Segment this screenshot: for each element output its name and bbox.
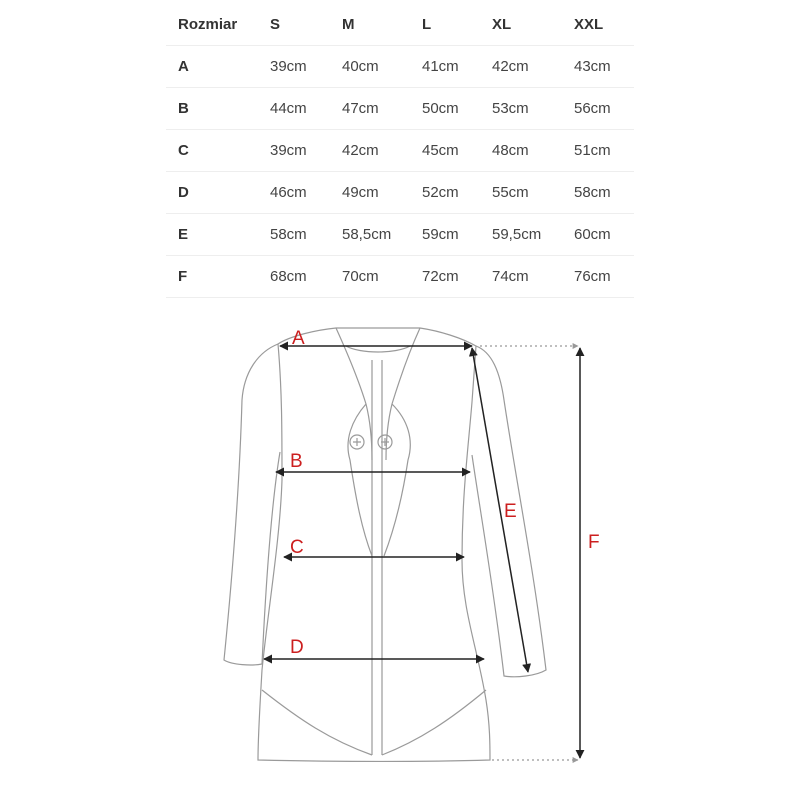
left-lapel-curve bbox=[348, 404, 372, 556]
table-cell: 58,5cm bbox=[330, 214, 410, 256]
table-cell: 59,5cm bbox=[480, 214, 562, 256]
table-cell: 48cm bbox=[480, 130, 562, 172]
measure-f-label: F bbox=[588, 532, 600, 553]
table-cell: 53cm bbox=[480, 88, 562, 130]
size-table bbox=[166, 4, 634, 298]
table-cell: 39cm bbox=[258, 130, 330, 172]
jacket-measurement-diagram bbox=[0, 300, 800, 780]
button-left-icon bbox=[350, 435, 364, 449]
measure-c-label: C bbox=[290, 537, 304, 558]
table-cell: 55cm bbox=[480, 172, 562, 214]
table-cell: 50cm bbox=[410, 88, 480, 130]
jacket-outline bbox=[224, 328, 546, 762]
measure-a-label: A bbox=[292, 328, 305, 349]
measure-e-label: E bbox=[504, 501, 517, 522]
table-row bbox=[166, 172, 634, 214]
row-label: C bbox=[166, 130, 258, 172]
table-cell: 45cm bbox=[410, 130, 480, 172]
table-cell: 46cm bbox=[258, 172, 330, 214]
table-cell: 58cm bbox=[258, 214, 330, 256]
table-cell: 44cm bbox=[258, 88, 330, 130]
button-right-icon bbox=[378, 435, 392, 449]
right-front-hem bbox=[382, 690, 486, 755]
table-row bbox=[166, 46, 634, 88]
header-size-l: L bbox=[410, 4, 480, 46]
table-cell: 51cm bbox=[562, 130, 634, 172]
collar-outline bbox=[336, 328, 372, 460]
header-size-xxl: XXL bbox=[562, 4, 634, 46]
header-size-s: S bbox=[258, 4, 330, 46]
table-cell: 58cm bbox=[562, 172, 634, 214]
table-cell: 70cm bbox=[330, 256, 410, 298]
table-cell: 60cm bbox=[562, 214, 634, 256]
table-cell: 49cm bbox=[330, 172, 410, 214]
measure-b-label: B bbox=[290, 451, 303, 472]
table-cell: 43cm bbox=[562, 46, 634, 88]
header-size-m: M bbox=[330, 4, 410, 46]
collar-outline-right bbox=[386, 328, 420, 460]
table-cell: 39cm bbox=[258, 46, 330, 88]
table-row bbox=[166, 88, 634, 130]
table-cell: 41cm bbox=[410, 46, 480, 88]
row-label: B bbox=[166, 88, 258, 130]
header-size-xl: XL bbox=[480, 4, 562, 46]
header-rozmiar: Rozmiar bbox=[166, 4, 258, 46]
table-cell: 59cm bbox=[410, 214, 480, 256]
table-cell: 56cm bbox=[562, 88, 634, 130]
table-header-row bbox=[166, 4, 634, 46]
measure-d-label: D bbox=[290, 637, 304, 658]
left-sleeve-outline bbox=[224, 344, 280, 665]
row-label: D bbox=[166, 172, 258, 214]
table-cell: 72cm bbox=[410, 256, 480, 298]
table-cell: 40cm bbox=[330, 46, 410, 88]
table-cell: 68cm bbox=[258, 256, 330, 298]
neck-back bbox=[346, 346, 410, 352]
table-cell: 52cm bbox=[410, 172, 480, 214]
table-cell: 47cm bbox=[330, 88, 410, 130]
left-front-hem bbox=[262, 690, 372, 755]
table-cell: 42cm bbox=[480, 46, 562, 88]
table-row bbox=[166, 256, 634, 298]
table-cell: 76cm bbox=[562, 256, 634, 298]
table-cell: 74cm bbox=[480, 256, 562, 298]
row-label: A bbox=[166, 46, 258, 88]
row-label: E bbox=[166, 214, 258, 256]
table-cell: 42cm bbox=[330, 130, 410, 172]
table-row bbox=[166, 130, 634, 172]
table-row bbox=[166, 214, 634, 256]
row-label: F bbox=[166, 256, 258, 298]
